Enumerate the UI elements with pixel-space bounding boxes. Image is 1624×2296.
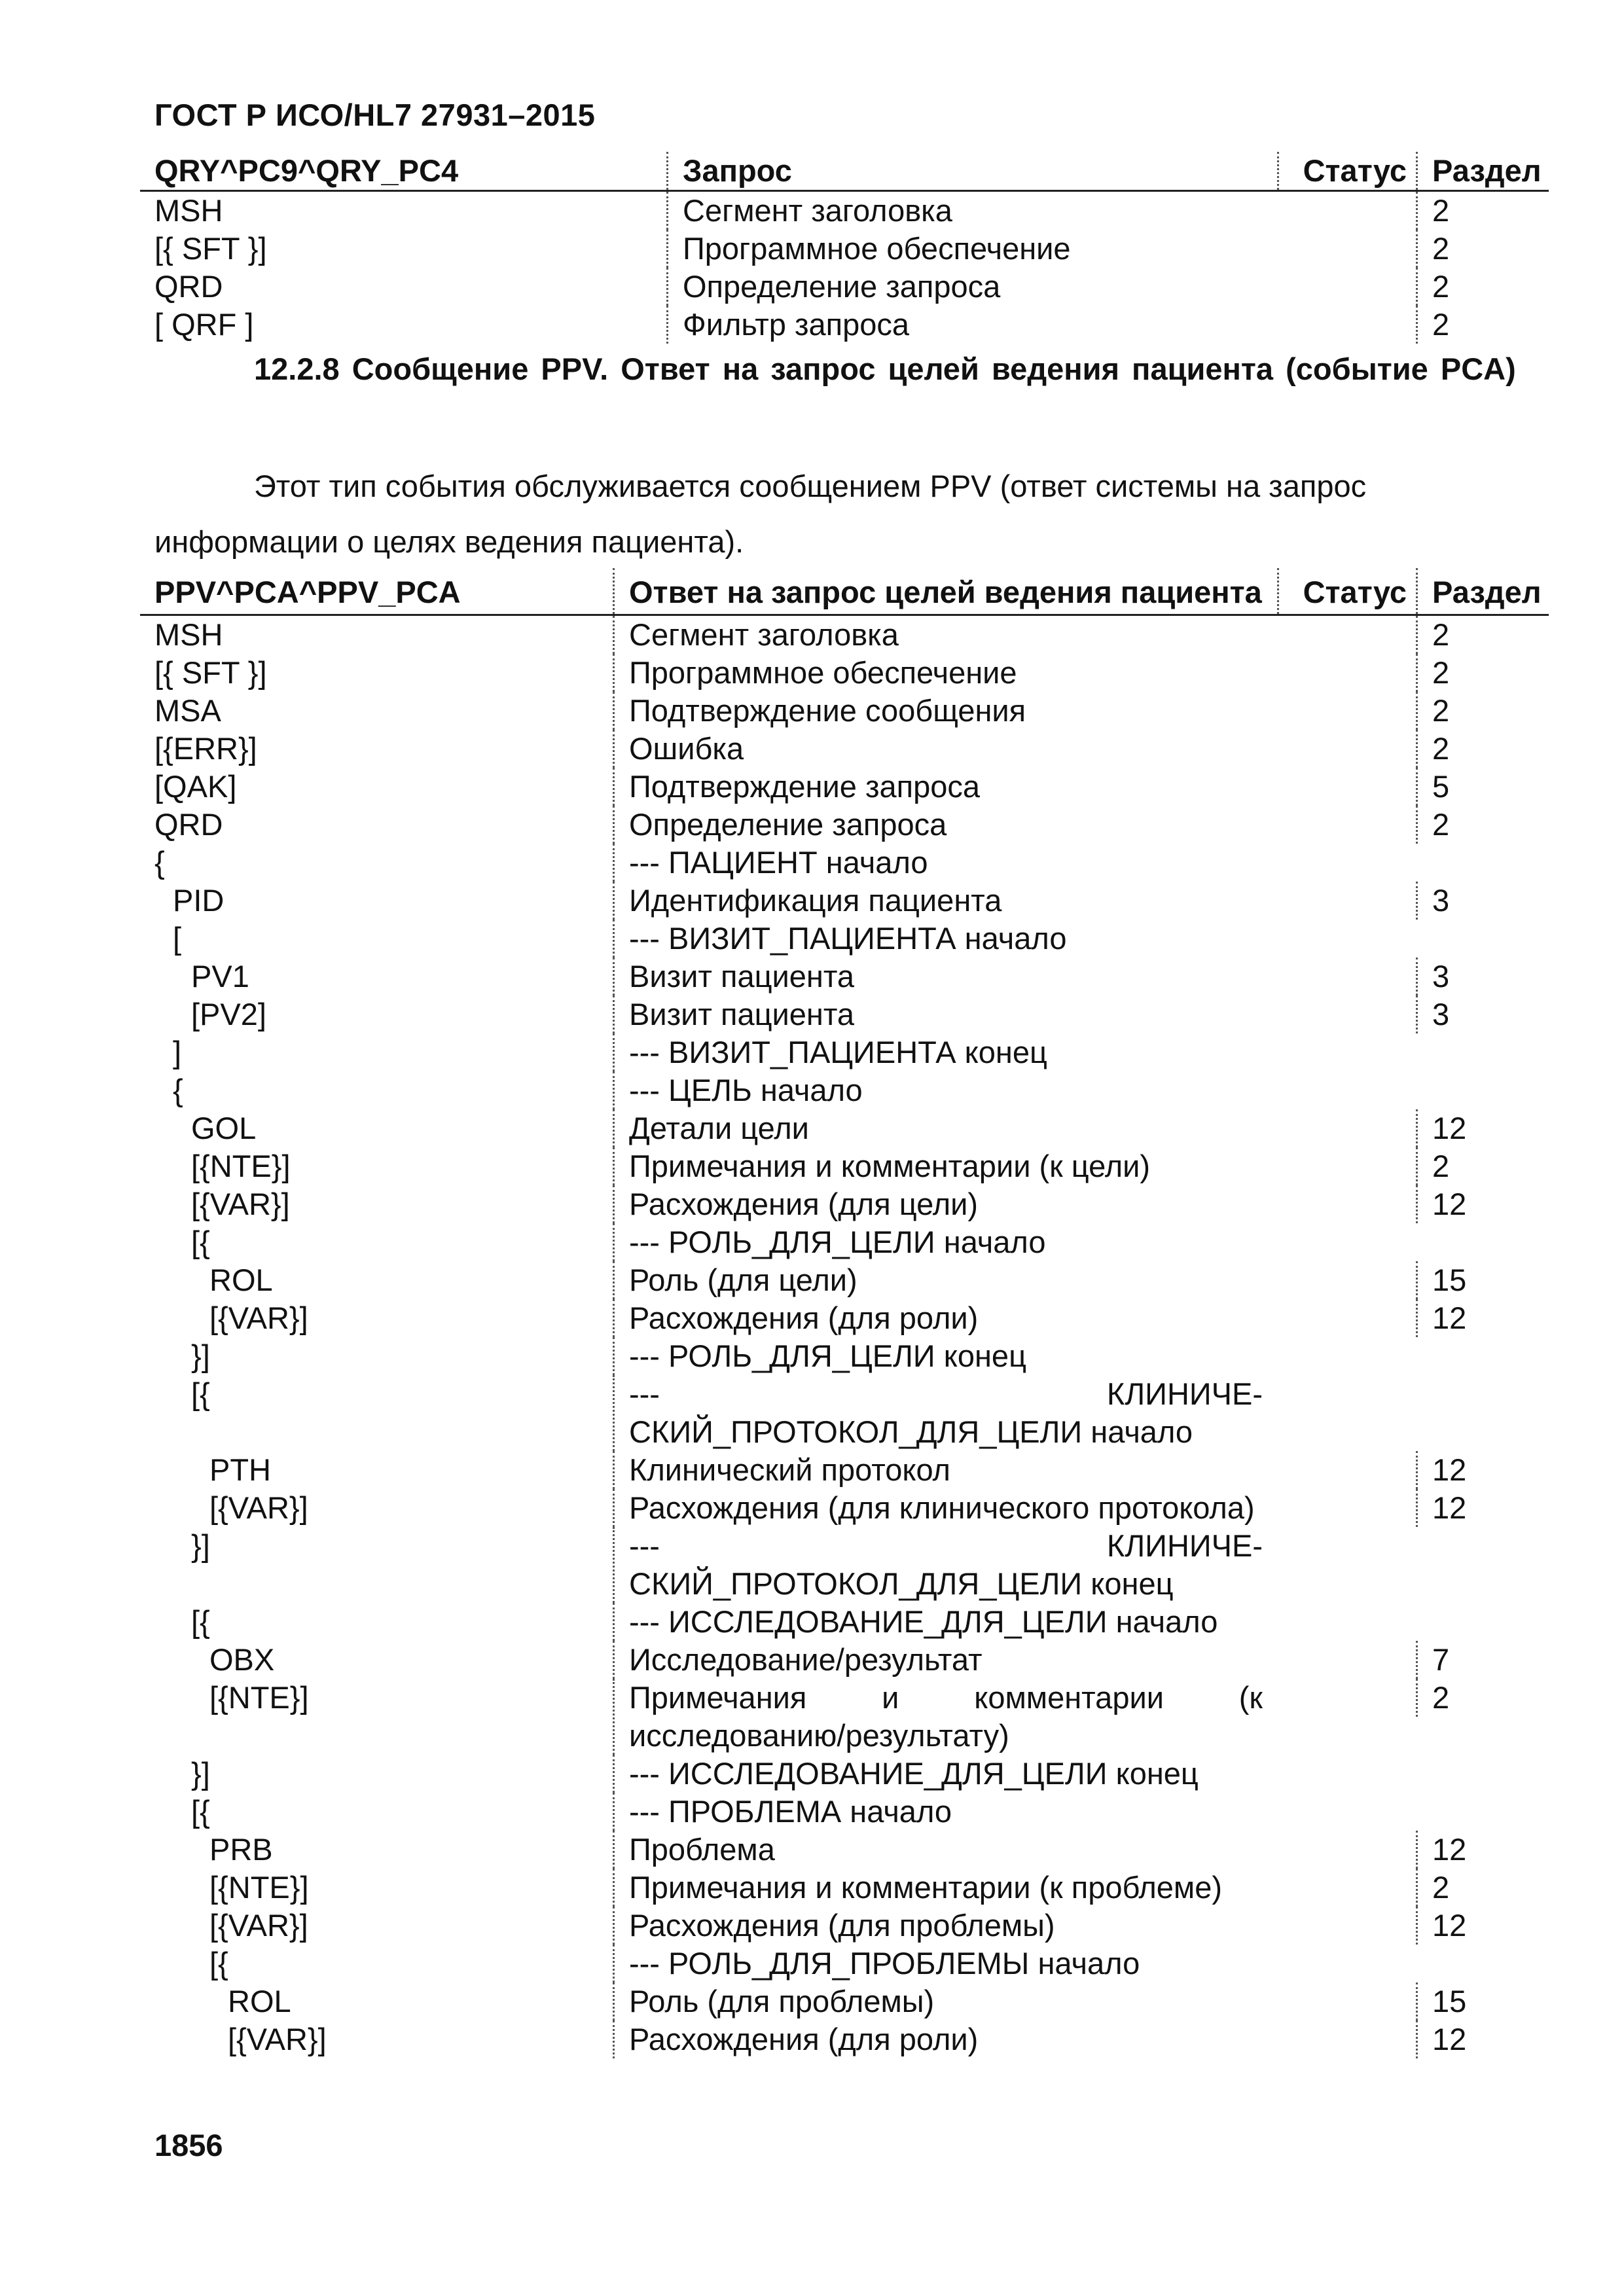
table-row: [140, 1033, 1549, 1071]
table-row: [140, 1109, 1549, 1147]
segment-cell: }]: [191, 1756, 210, 1791]
table-row: [140, 1071, 1549, 1109]
table-row: [140, 806, 1549, 844]
table-row: [140, 1375, 1549, 1451]
description-cell: --- КЛИНИЧЕ-СКИЙ_ПРОТОКОЛ_ДЛЯ_ЦЕЛИ начало: [613, 1375, 1277, 1451]
section-cell: 2: [1416, 692, 1549, 730]
segment-cell: [QAK]: [154, 769, 237, 804]
description-cell: --- РОЛЬ_ДЛЯ_ПРОБЛЕМЫ начало: [613, 1945, 1277, 1982]
table-row: [140, 230, 1549, 268]
segment-cell: [{: [191, 1376, 210, 1411]
section-paragraph: [154, 458, 1547, 569]
table-row: [140, 654, 1549, 692]
table-body: [140, 616, 1549, 2058]
description-cell: Клинический протокол: [613, 1451, 1277, 1489]
description-cell: Визит пациента: [613, 958, 1277, 996]
segment-cell: [ QRF ]: [154, 307, 254, 342]
section-cell: 7: [1416, 1641, 1549, 1679]
description-cell: Исследование/результат: [613, 1641, 1277, 1679]
section-cell: 3: [1416, 882, 1549, 920]
description-cell: Определение запроса: [666, 268, 1277, 306]
segment-cell: PRB: [209, 1832, 273, 1867]
segment-cell: [{NTE}]: [209, 1870, 309, 1905]
table-row: [140, 882, 1549, 920]
segment-cell: PID: [173, 883, 225, 918]
section-cell: 2: [1416, 616, 1549, 654]
section-cell: 2: [1416, 1679, 1549, 1717]
segment-cell: [: [173, 921, 182, 956]
table-row: [140, 1147, 1549, 1185]
description-cell: Визит пациента: [613, 996, 1277, 1033]
segment-cell: ROL: [209, 1263, 273, 1297]
section-cell: 12: [1416, 1185, 1549, 1223]
description-cell: Расхождения (для проблемы): [613, 1907, 1277, 1945]
segment-cell: PV1: [191, 959, 249, 994]
description-cell: --- ВИЗИТ_ПАЦИЕНТА начало: [613, 920, 1277, 958]
segment-cell: MSH: [154, 617, 223, 652]
document-standard-header: ГОСТ Р ИСО/HL7 27931–2015: [154, 98, 596, 132]
section-heading: 12.2.8 Сообщение PPV. Ответ на запрос целей ведения пациента (событие PCA): [254, 351, 1516, 386]
table-row: [140, 1982, 1549, 2020]
table-row: [140, 844, 1549, 882]
segment-cell: [{NTE}]: [209, 1680, 309, 1715]
table-row: [140, 1755, 1549, 1793]
segment-cell: [{VAR}]: [209, 1300, 308, 1335]
table-row: [140, 1793, 1549, 1831]
section-cell: 2: [1416, 654, 1549, 692]
description-cell: Примечания и комментарии (к цели): [613, 1147, 1277, 1185]
description-cell: --- ИССЛЕДОВАНИЕ_ДЛЯ_ЦЕЛИ конец: [613, 1755, 1277, 1793]
segment-cell: }]: [191, 1338, 210, 1373]
description-cell: Идентификация пациента: [613, 882, 1277, 920]
section-cell: 2: [1416, 806, 1549, 844]
query-message-table: [140, 152, 1549, 344]
column-header-status: Статус: [1277, 568, 1416, 614]
description-cell: Роль (для цели): [613, 1261, 1277, 1299]
segment-cell: [{: [191, 1225, 210, 1259]
table-row: [140, 958, 1549, 996]
table-body: [140, 192, 1549, 344]
description-cell: Расхождения (для клинического протокола): [613, 1489, 1277, 1527]
table-row: [140, 730, 1549, 768]
segment-cell: ]: [173, 1035, 182, 1069]
section-cell: 2: [1416, 1147, 1549, 1185]
section-cell: 12: [1416, 2020, 1549, 2058]
table-row: [140, 1261, 1549, 1299]
description-cell: Расхождения (для роли): [613, 1299, 1277, 1337]
response-message-table: [140, 568, 1549, 2058]
column-header-description: Запрос: [666, 152, 1277, 190]
section-cell: 12: [1416, 1489, 1549, 1527]
description-cell: Ошибка: [613, 730, 1277, 768]
segment-cell: [{: [209, 1946, 228, 1981]
table-row: [140, 1223, 1549, 1261]
segment-cell: [{ERR}]: [154, 731, 257, 766]
description-cell: Сегмент заголовка: [613, 616, 1277, 654]
description-cell: --- РОЛЬ_ДЛЯ_ЦЕЛИ начало: [613, 1223, 1277, 1261]
table-row: [140, 1945, 1549, 1982]
column-header-section: Раздел: [1416, 568, 1549, 614]
section-cell: 2: [1416, 192, 1549, 230]
segment-cell: QRD: [154, 269, 223, 304]
description-cell: Сегмент заголовка: [666, 192, 1277, 230]
table-row: [140, 1489, 1549, 1527]
section-cell: 3: [1416, 996, 1549, 1033]
table-row: [140, 1869, 1549, 1907]
segment-cell: [{: [191, 1604, 210, 1639]
segment-cell: [{VAR}]: [191, 1187, 290, 1221]
segment-cell: [{: [191, 1794, 210, 1829]
section-cell: 5: [1416, 768, 1549, 806]
table-row: [140, 1641, 1549, 1679]
column-header-message: QRY^PC9^QRY_PC4: [154, 153, 459, 188]
table-row: [140, 1603, 1549, 1641]
table-row: [140, 692, 1549, 730]
section-cell: 12: [1416, 1299, 1549, 1337]
description-cell: Проблема: [613, 1831, 1277, 1869]
segment-cell: [PV2]: [191, 997, 266, 1031]
description-cell: --- ВИЗИТ_ПАЦИЕНТА конец: [613, 1033, 1277, 1071]
table-row: [140, 1907, 1549, 1945]
description-cell: --- ЦЕЛЬ начало: [613, 1071, 1277, 1109]
segment-cell: [{VAR}]: [209, 1908, 308, 1943]
section-cell: 2: [1416, 306, 1549, 344]
table-row: [140, 306, 1549, 344]
segment-cell: MSH: [154, 193, 223, 228]
description-cell: Определение запроса: [613, 806, 1277, 844]
segment-cell: [{VAR}]: [209, 1490, 308, 1525]
section-cell: 12: [1416, 1831, 1549, 1869]
table-header-row: [140, 568, 1549, 616]
section-cell: 15: [1416, 1261, 1549, 1299]
description-cell: Расхождения (для роли): [613, 2020, 1277, 2058]
table-row: [140, 1337, 1549, 1375]
description-cell: Подтверждение сообщения: [613, 692, 1277, 730]
description-cell: --- ИССЛЕДОВАНИЕ_ДЛЯ_ЦЕЛИ начало: [613, 1603, 1277, 1641]
table-row: [140, 1299, 1549, 1337]
table-row: [140, 1185, 1549, 1223]
section-cell: 15: [1416, 1982, 1549, 2020]
segment-cell: }]: [191, 1528, 210, 1563]
table-row: [140, 2020, 1549, 2058]
segment-cell: [{VAR}]: [228, 2022, 327, 2056]
description-cell: Роль (для проблемы): [613, 1982, 1277, 2020]
section-cell: 12: [1416, 1907, 1549, 1945]
description-cell: Примечания и комментарии (к исследованию/результату): [613, 1679, 1277, 1755]
segment-cell: MSA: [154, 693, 221, 728]
segment-cell: {: [154, 845, 165, 880]
table-row: [140, 996, 1549, 1033]
section-cell: 12: [1416, 1451, 1549, 1489]
description-cell: Фильтр запроса: [666, 306, 1277, 344]
table-row: [140, 1831, 1549, 1869]
description-cell: Примечания и комментарии (к проблеме): [613, 1869, 1277, 1907]
section-cell: 2: [1416, 730, 1549, 768]
description-cell: Расхождения (для цели): [613, 1185, 1277, 1223]
segment-cell: ROL: [228, 1984, 291, 2018]
column-header-message: PPV^PCA^PPV_PCA: [154, 575, 461, 609]
segment-cell: OBX: [209, 1642, 275, 1677]
description-cell: --- ПАЦИЕНТ начало: [613, 844, 1277, 882]
segment-cell: {: [173, 1073, 183, 1107]
description-cell: Программное обеспечение: [666, 230, 1277, 268]
description-cell: Детали цели: [613, 1109, 1277, 1147]
description-cell: --- ПРОБЛЕМА начало: [613, 1793, 1277, 1831]
table-row: [140, 1679, 1549, 1755]
segment-cell: GOL: [191, 1111, 257, 1145]
segment-cell: QRD: [154, 807, 223, 842]
table-row: [140, 1451, 1549, 1489]
section-cell: 2: [1416, 268, 1549, 306]
table-row: [140, 268, 1549, 306]
paragraph-text: Этот тип события обслуживается сообщением PPV (ответ системы на запрос информации о целях ведения пациента).: [154, 469, 1367, 559]
table-row: [140, 920, 1549, 958]
description-cell: --- РОЛЬ_ДЛЯ_ЦЕЛИ конец: [613, 1337, 1277, 1375]
table-header-row: [140, 152, 1549, 192]
section-cell: 2: [1416, 230, 1549, 268]
page-number: 1856: [154, 2128, 223, 2162]
description-cell: Программное обеспечение: [613, 654, 1277, 692]
table-row: [140, 192, 1549, 230]
column-header-description: Ответ на запрос целей ведения пациента: [613, 568, 1277, 614]
description-cell: --- КЛИНИЧЕ-СКИЙ_ПРОТОКОЛ_ДЛЯ_ЦЕЛИ конец: [613, 1527, 1277, 1603]
segment-cell: [{NTE}]: [191, 1149, 291, 1183]
table-row: [140, 616, 1549, 654]
segment-cell: [{ SFT }]: [154, 231, 267, 266]
table-row: [140, 768, 1549, 806]
description-cell: Подтверждение запроса: [613, 768, 1277, 806]
column-header-status: Статус: [1277, 152, 1416, 190]
section-cell: 12: [1416, 1109, 1549, 1147]
section-cell: 3: [1416, 958, 1549, 996]
section-cell: 2: [1416, 1869, 1549, 1907]
segment-cell: [{ SFT }]: [154, 655, 267, 690]
segment-cell: PTH: [209, 1452, 271, 1487]
column-header-section: Раздел: [1416, 152, 1549, 190]
table-row: [140, 1527, 1549, 1603]
